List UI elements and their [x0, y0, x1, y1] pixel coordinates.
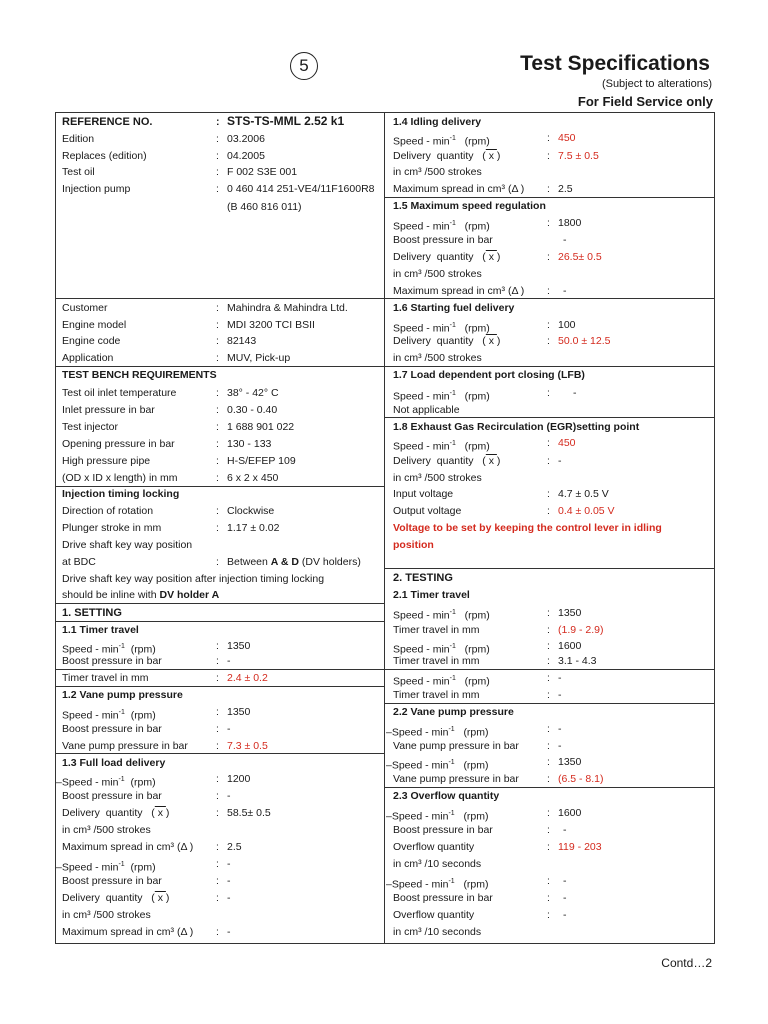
row-label: Overflow quantity: [393, 909, 475, 921]
row-label: Application: [62, 352, 114, 364]
row-value: Mahindra & Mahindra Ltd.: [227, 302, 348, 314]
row-label: High pressure pipe: [62, 455, 151, 467]
row-label: Overflow quantity: [393, 841, 475, 853]
row-label: Boost pressure in bar: [62, 875, 162, 887]
row-label: Delivery quantity ( x ): [393, 455, 501, 467]
section-title-setting: 1. SETTING: [62, 607, 122, 619]
row-label: Drive shaft key way position: [62, 539, 193, 551]
row-value: 450: [558, 437, 576, 449]
row-label: –Speed - $\min^{-1} (rpm)$: [386, 759, 489, 772]
row-label: Engine code: [62, 335, 121, 347]
row-value: 58.5± 0.5: [227, 807, 271, 819]
row-label: Boost pressure in bar: [393, 234, 493, 246]
row-label: Engine model: [62, 319, 127, 331]
page-subtitle: (Subject to alterations): [601, 78, 712, 90]
page-number: 5: [290, 52, 318, 80]
row-label: Maximum spread in cm³ (Δ ): [393, 183, 525, 195]
row-label: Direction of rotation: [62, 505, 154, 517]
row-label: Injection pump: [62, 183, 131, 195]
row-label: Test oil: [62, 166, 95, 178]
continued-note: Contd…2: [661, 956, 712, 970]
divider: [385, 568, 715, 569]
row-label: Boost pressure in bar: [393, 892, 493, 904]
row-value: 1350: [558, 756, 582, 768]
subsection-title: 1.4 Idling delivery: [393, 116, 482, 128]
row-label: Speed - $\min^{-1} (rpm)$: [393, 440, 490, 453]
row-label: Inlet pressure in bar: [62, 404, 155, 416]
row-label: Speed - $\min^{-1} (rpm)$: [393, 322, 490, 335]
row-label: Vane pump pressure in bar: [393, 740, 519, 752]
row-value: F 002 S3E 001: [227, 166, 298, 178]
row-label: Boost pressure in bar: [393, 824, 493, 836]
row-value: (B 460 816 011): [227, 201, 302, 213]
row-label: (OD x ID x length) in mm: [62, 472, 178, 484]
row-label: Replaces (edition): [62, 150, 147, 162]
divider: [55, 686, 385, 687]
row-label: at BDC: [62, 556, 96, 568]
row-value: 7.5 ± 0.5: [558, 150, 599, 162]
subsection-title: 2.3 Overflow quantity: [393, 790, 500, 802]
row-label: Boost pressure in bar: [62, 655, 162, 667]
row-value: -: [558, 740, 562, 752]
row-label: –Speed - $\min^{-1} (rpm)$: [56, 776, 156, 789]
row-value: MDI 3200 TCI BSII: [227, 319, 315, 331]
row-value: 0.4 ± 0.05 V: [558, 505, 615, 517]
row-label: Speed - $\min^{-1} (rpm)$: [393, 675, 490, 688]
colon: :: [216, 116, 220, 128]
row-label: Delivery quantity ( x ): [393, 335, 501, 347]
row-label: Timer travel in mm: [62, 672, 149, 684]
row-value: -: [227, 790, 231, 802]
row-value: -: [227, 858, 231, 870]
row-value: 82143: [227, 335, 257, 347]
row-value: 0 460 414 251-VE4/11F1600R8: [227, 183, 375, 195]
row-label: Timer travel in mm: [393, 624, 480, 636]
row-value: -: [227, 723, 231, 735]
row-label: Edition: [62, 133, 95, 145]
row-label: Input voltage: [393, 488, 454, 500]
subsection-title: 1.7 Load dependent port closing (LFB): [393, 369, 585, 381]
row-label: Delivery quantity ( x ): [62, 892, 170, 904]
row-label: Plunger stroke in mm: [62, 522, 162, 534]
row-value: 26.5± 0.5: [558, 251, 602, 263]
row-label: –Speed - $\min^{-1} (rpm)$: [56, 861, 156, 874]
row-value: 100: [558, 319, 576, 331]
row-value: -: [563, 234, 567, 246]
reference-value: STS-TS-MML 2.52 k1: [227, 114, 345, 128]
section-title: Injection timing locking: [62, 488, 180, 500]
row-label: in cm³ /500 strokes: [62, 909, 151, 921]
row-value: 2.4 ± 0.2: [227, 672, 268, 684]
row-label: –Speed - $\min^{-1} (rpm)$: [386, 726, 489, 739]
row-value: Between A & D (DV holders): [227, 556, 361, 568]
egr-note: Voltage to be set by keeping the control lever in idling: [393, 522, 662, 534]
row-label: Speed - $\min^{-1} (rpm)$: [393, 609, 490, 622]
row-value: -: [558, 689, 562, 701]
row-value: -: [558, 672, 562, 684]
row-value: 0.30 - 0.40: [227, 404, 278, 416]
row-label: Maximum spread in cm³ (Δ ): [62, 926, 194, 938]
row-label: in cm³ /500 strokes: [393, 352, 482, 364]
row-value: MUV, Pick-up: [227, 352, 291, 364]
row-value: Clockwise: [227, 505, 275, 517]
row-value: 38° - 42° C: [227, 387, 279, 399]
row-value: -: [573, 387, 577, 399]
subsection-title: 1.6 Starting fuel delivery: [393, 302, 515, 314]
subsection-title: 1.8 Exhaust Gas Recirculation (EGR)setting point: [393, 421, 640, 433]
row-value: 6 x 2 x 450: [227, 472, 279, 484]
row-value: 3.1 - 4.3: [558, 655, 597, 667]
row-value: 2.5: [227, 841, 242, 853]
divider: [55, 298, 385, 299]
row-label: in cm³ /500 strokes: [393, 472, 482, 484]
row-label: –Speed - $\min^{-1} (rpm)$: [386, 810, 489, 823]
row-value: -: [227, 875, 231, 887]
row-value: -: [563, 875, 567, 887]
row-label: in cm³ /500 strokes: [62, 824, 151, 836]
row-label: Customer: [62, 302, 108, 314]
row-label: Vane pump pressure in bar: [393, 773, 519, 785]
row-label: in cm³ /500 strokes: [393, 166, 482, 178]
row-value: 1800: [558, 217, 582, 229]
divider: [55, 621, 385, 622]
row-label: Boost pressure in bar: [62, 790, 162, 802]
divider: [55, 753, 385, 754]
row-label: –Speed - $\min^{-1} (rpm)$: [386, 878, 489, 891]
egr-note: position: [393, 539, 434, 551]
divider: [385, 366, 715, 367]
row-label: Speed - $\min^{-1} (rpm)$: [62, 643, 156, 656]
row-value: 1350: [227, 706, 251, 718]
row-value: 450: [558, 132, 576, 144]
row-value: 2.5: [558, 183, 573, 195]
subsection-title: 2.1 Timer travel: [393, 589, 470, 601]
divider: [385, 787, 715, 788]
row-value: -: [558, 723, 562, 735]
row-label: Not applicable: [393, 404, 460, 416]
row-value: 1600: [558, 640, 582, 652]
row-label: Delivery quantity ( x ): [393, 251, 501, 263]
row-value: 1350: [558, 607, 582, 619]
divider: [55, 603, 385, 604]
subsection-title: 1.5 Maximum speed regulation: [393, 200, 546, 212]
row-value: 1350: [227, 640, 251, 652]
row-label: Boost pressure in bar: [62, 723, 162, 735]
row-value: -: [227, 892, 231, 904]
inline-note: should be inline with DV holder A: [62, 589, 220, 601]
row-value: 1 688 901 022: [227, 421, 295, 433]
row-value: 4.7 ± 0.5 V: [558, 488, 609, 500]
row-label: Test oil inlet temperature: [62, 387, 177, 399]
row-label: Speed - $\min^{-1} (rpm)$: [393, 220, 490, 233]
row-label: Test injector: [62, 421, 119, 433]
row-label: Delivery quantity ( x ): [62, 807, 170, 819]
reference-label: REFERENCE NO.: [62, 116, 153, 128]
row-value: 1.17 ± 0.02: [227, 522, 280, 534]
row-value: -: [227, 655, 231, 667]
row-value: 04.2005: [227, 150, 265, 162]
row-value: 1600: [558, 807, 582, 819]
row-value: 130 - 133: [227, 438, 272, 450]
page-title: Test Specifications: [520, 52, 710, 75]
subsection-title: 2.2 Vane pump pressure: [393, 706, 514, 718]
row-label: Vane pump pressure in bar: [62, 740, 188, 752]
row-label: in cm³ /500 strokes: [393, 268, 482, 280]
divider: [385, 298, 715, 299]
row-label: Opening pressure in bar: [62, 438, 175, 450]
row-label: Timer travel in mm: [393, 655, 480, 667]
row-label: Maximum spread in cm³ (Δ ): [393, 285, 525, 297]
keyway-note: Drive shaft key way position after injection timing locking: [62, 573, 325, 585]
subsection-title: 1.2 Vane pump pressure: [62, 689, 183, 701]
row-value: -: [563, 892, 567, 904]
row-value: 03.2006: [227, 133, 265, 145]
divider: [55, 366, 385, 367]
divider: [55, 486, 385, 487]
row-value: 50.0 ± 12.5: [558, 335, 611, 347]
row-value: 1200: [227, 773, 251, 785]
row-label: Output voltage: [393, 505, 462, 517]
row-label: in cm³ /10 seconds: [393, 926, 482, 938]
subsection-title: 1.3 Full load delivery: [62, 757, 166, 769]
subsection-title: 1.1 Timer travel: [62, 624, 139, 636]
divider: [385, 197, 715, 198]
row-value: (6.5 - 8.1): [558, 773, 604, 785]
row-value: -: [558, 455, 562, 467]
row-value: (1.9 - 2.9): [558, 624, 604, 636]
row-value: 7.3 ± 0.5: [227, 740, 268, 752]
row-label: Maximum spread in cm³ (Δ ): [62, 841, 194, 853]
row-label: Speed - $\min^{-1} (rpm)$: [62, 709, 156, 722]
row-label: in cm³ /10 seconds: [393, 858, 482, 870]
row-label: Speed - $\min^{-1} (rpm)$: [393, 643, 490, 656]
section-title-testing: 2. TESTING: [393, 572, 453, 584]
divider: [385, 417, 715, 418]
row-value: -: [563, 909, 567, 921]
row-value: -: [563, 824, 567, 836]
row-label: Speed - $\min^{-1} (rpm)$: [393, 390, 490, 403]
row-value: -: [563, 285, 567, 297]
row-label: Timer travel in mm: [393, 689, 480, 701]
section-title: TEST BENCH REQUIREMENTS: [62, 369, 217, 381]
row-label: Delivery quantity ( x ): [393, 150, 501, 162]
row-value: 119 - 203: [558, 841, 602, 853]
row-value: H-S/EFEP 109: [227, 455, 296, 467]
divider: [385, 703, 715, 704]
row-label: Speed - $\min^{-1} (rpm)$: [393, 135, 490, 148]
scope-note: For Field Service only: [577, 94, 713, 109]
row-value: -: [227, 926, 231, 938]
